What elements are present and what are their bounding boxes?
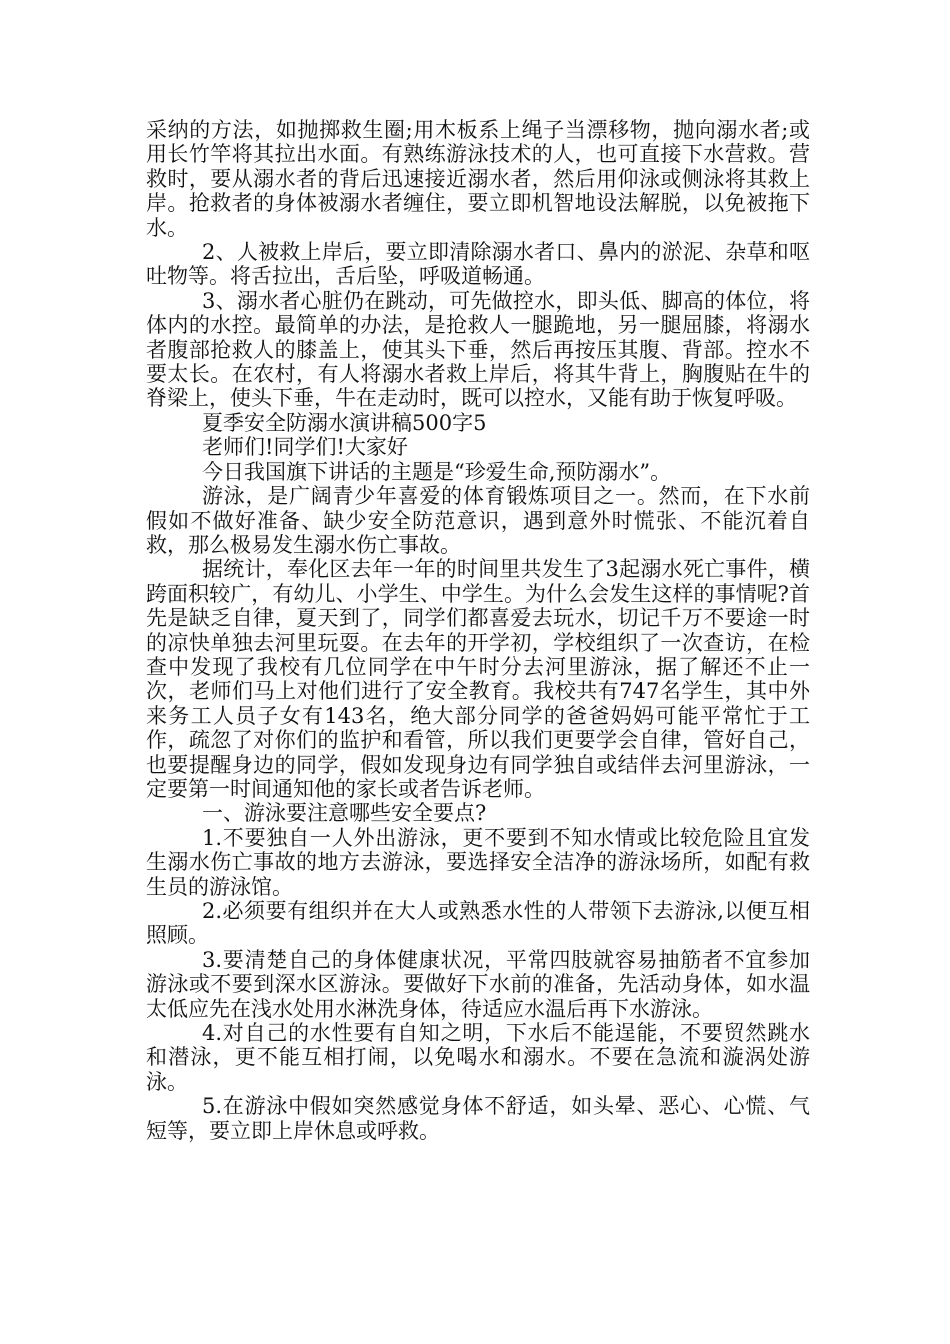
paragraph-rescue-methods: 采纳的方法，如抛掷救生圈;用木板系上绳子当漂移物，抛向溺水者;或用长竹竿将其拉出水面。有熟练游泳技术的人，也可直接下水营救。营救时，要从溺水者的背后迅速接近溺水者，然后用仰泳或侧泳将其救上岸。抢救者的身体被溺水者缠住，要立即机智地设法解脱，以免被拖下水。 (146, 118, 810, 240)
paragraph-step-2: 2、人被救上岸后，要立即清除溺水者口、鼻内的淤泥、杂草和呕吐物等。将舌拉出，舌后坠，呼吸道畅通。 (146, 240, 810, 289)
safety-point-2: 2.必须要有组织并在大人或熟悉水性的人带领下去游泳,以便互相照顾。 (146, 899, 810, 948)
paragraph-statistics: 据统计，奉化区去年一年的时间里共发生了3起溺水死亡事件，横跨面积较广，有幼儿、小学生、中学生。为什么会发生这样的事情呢?首先是缺乏自律，夏天到了，同学们都喜爱去玩水，切记千万不要途一时的凉快单独去河里玩耍。在去年的开学初，学校组织了一次查访，在检查中发现了我校有几位同学在中午时分去河里游泳，据了解还不止一次，老师们马上对他们进行了安全教育。我校共有747名学生，其中外来务工人员子女有143名，绝大部分同学的爸爸妈妈可能平常忙于工作，疏忽了对你们的监护和看管，所以我们更要学会自律，管好自己，也要提醒身边的同学，假如发现身边有同学独自或结伴去河里游泳，一定要第一时间通知他的家长或者告诉老师。 (146, 557, 810, 801)
safety-point-3: 3.要清楚自己的身体健康状况，平常四肢就容易抽筋者不宜参加游泳或不要到深水区游泳。要做好下水前的准备，先活动身体，如水温太低应先在浅水处用水淋洗身体，待适应水温后再下水游泳。 (146, 947, 810, 1021)
greeting: 老师们!同学们!大家好 (202, 435, 408, 460)
document-body (146, 118, 810, 1143)
paragraph-swimming-intro: 游泳，是广阔青少年喜爱的体育锻炼项目之一。然而，在下水前假如不做好准备、缺少安全防范意识，遇到意外时慌张、不能沉着自救，那么极易发生溺水伤亡事故。 (146, 484, 810, 557)
paragraph-step-3: 3、溺水者心脏仍在跳动，可先做控水，即头低、脚高的体位，将体内的水控。最简单的办法，是抢救人一腿跪地，另一腿屈膝，将溺水者腹部抢救人的膝盖上，使其头下垂，然后再按压其腹、背部。控水不要太长。在农村，有人将溺水者救上岸后，将其牛背上，胸腹贴在牛的脊梁上，使头下垂，牛在走动时，既可以控水，又能有助于恢复呼吸。 (146, 288, 810, 411)
speech-topic: 今日我国旗下讲话的主题是“珍爱生命,预防溺水”。 (202, 459, 672, 484)
subsection-heading: 一、游泳要注意哪些安全要点? (202, 801, 487, 826)
safety-point-5: 5.在游泳中假如突然感觉身体不舒适，如头晕、恶心、心慌、气短等，要立即上岸休息或呼救。 (146, 1094, 810, 1143)
safety-point-1: 1.不要独自一人外出游泳，更不要到不知水情或比较危险且宜发生溺水伤亡事故的地方去游泳，要选择安全洁净的游泳场所，如配有救生员的游泳馆。 (146, 825, 810, 899)
safety-point-4: 4.对自己的水性要有自知之明，下水后不能逞能，不要贸然跳水和潜泳，更不能互相打闹，以免喝水和溺水。不要在急流和漩涡处游泳。 (146, 1021, 810, 1094)
section-title: 夏季安全防溺水演讲稿500字5 (202, 410, 487, 435)
